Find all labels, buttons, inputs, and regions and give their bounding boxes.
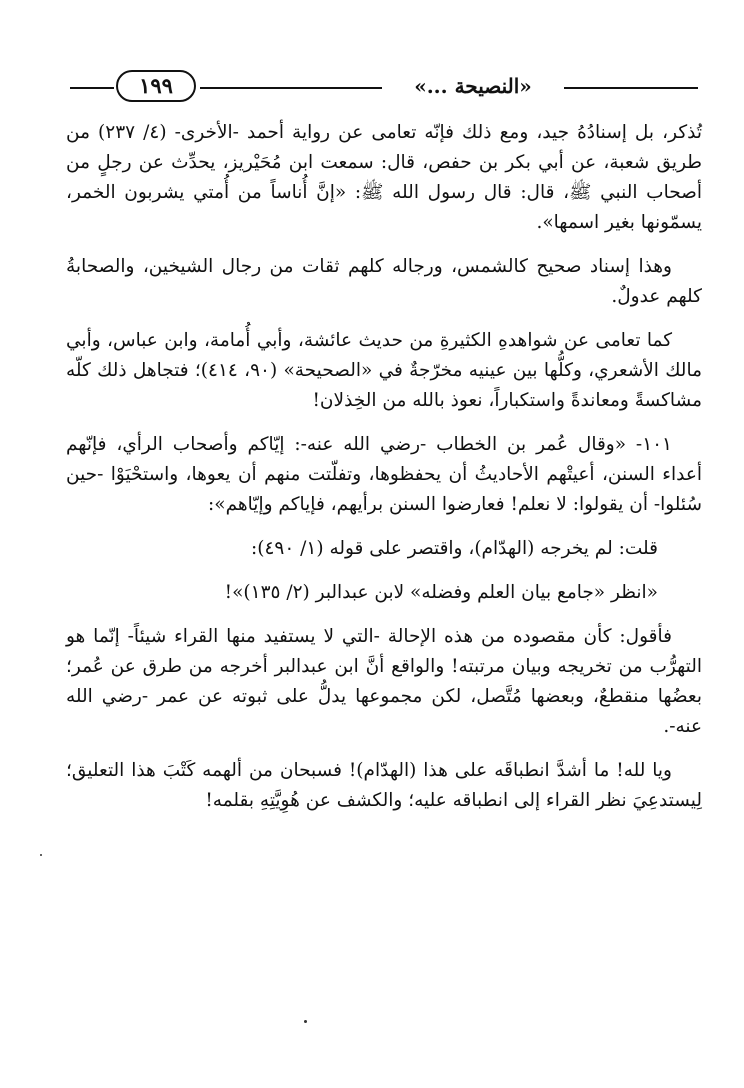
paragraph-isnad: وهذا إسناد صحيح كالشمس، ورجاله كلهم ثقات من رجال الشيخين، والصحابةُ كلهم عدولٌ. xyxy=(66,256,702,307)
scan-speck xyxy=(304,1020,307,1023)
paragraph-item-101: ١٠١- «وقال عُمر بن الخطاب -رضي الله عنه-: إيّاكم وأصحاب الرأي، فإنّهم أعداء السنن، أعيتْهم الأحاديثُ أن يحفظوها، وتفلّتت منهم أن يعوها، واستحْيَوْا -حين سُئلوا- أن يقولوا: لا نعلم! فعارضوا السنن برأيهم، فإياكم وإيّاهم»: xyxy=(66,434,702,515)
running-title: «النصيحة ...» xyxy=(414,74,532,98)
header-rule-left xyxy=(70,87,114,89)
paragraph-shawahid: كما تعامى عن شواهدهِ الكثيرةِ من حديث عائشة، وأبي أُمامة، وابن عباس، وأبي مالك الأشعري، وكلُّها بين عينيه مخرّجةٌ في «الصحيحة» (٩٠، ٤١٤)؛ فتجاهل ذلك كلّه مشاكسةً ومعاندةً واستكباراً، نعوذ بالله من الخِذلان! xyxy=(66,330,702,411)
paragraph-qultu: قلت: لم يخرجه (الهدّام)، واقتصر على قوله (١/ ٤٩٠): xyxy=(251,538,658,559)
paragraph-continuation: تُذكر، بل إسنادُهُ جيد، ومع ذلك فإنّه تعامى عن رواية أحمد -الأخرى- (٤/ ٢٣٧) من طريق شعبة، عن أبي بكر بن حفص، قال: سمعت ابن مُحَيْريز، يحدِّث عن رجلٍ من أصحاب النبي ﷺ، قال: قال رسول الله ﷺ: «إنَّ أُناساً من أُمتي يشربون الخمر، يسمّونها بغير اسمها». xyxy=(66,122,702,233)
paragraph-conclusion: ويا لله! ما أشدَّ انطباقَه على هذا (الهدّام)! فسبحان من ألهمه كَتْبَ هذا التعليق؛ لِيستدعِيَ نظر القراء إلى انطباقه عليه؛ والكشف عن هُوِيَّتِهِ بقلمه! xyxy=(66,760,702,811)
paragraph-reference: «انظر «جامع بيان العلم وفضله» لابن عبدالبر (٢/ ١٣٥)»! xyxy=(224,582,658,603)
header-rule-middle xyxy=(200,87,382,89)
page-header xyxy=(70,68,698,108)
scan-speck xyxy=(40,854,42,856)
page-body xyxy=(66,118,702,830)
paragraph-aqulu: فأقول: كأن مقصوده من هذه الإحالة -التي لا يستفيد منها القراء شيئاً- إنّما هو التهرُّب من تخريجه وبيان مرتبته! والواقع أنَّ ابن عبدالبر أخرجه من طرق عن عُمر؛ بعضُها منقطعٌ، وبعضها مُتَّصل، لكن مجموعها يدلُّ على ثبوته عن عمر -رضي الله عنه-. xyxy=(66,626,702,737)
header-rule-right xyxy=(564,87,698,89)
page-number: ١٩٩ xyxy=(116,70,196,102)
